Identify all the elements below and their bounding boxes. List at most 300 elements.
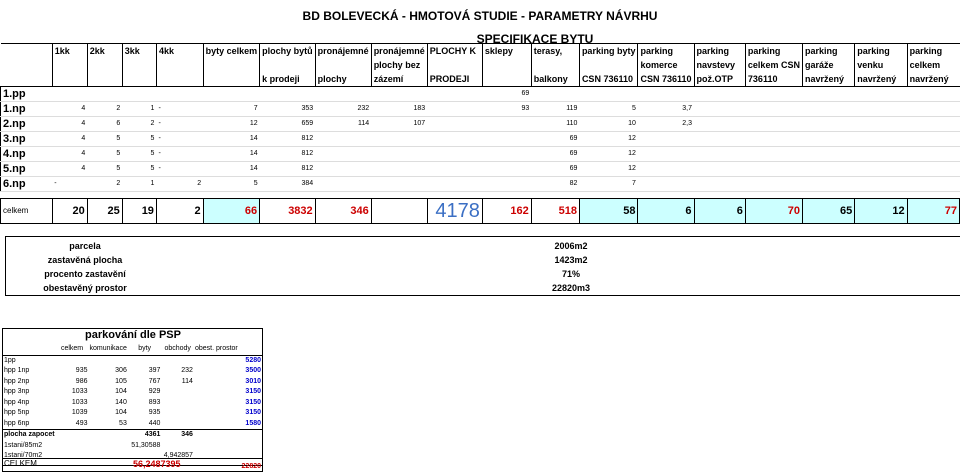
parking-cell [194,430,239,441]
parking-cell [161,441,194,452]
table-cell: - [156,102,203,117]
column-header: parking [745,44,802,59]
summary-row [6,283,960,297]
column-header: parking [638,44,694,59]
total-cell: 346 [315,199,371,224]
parking-cell [56,441,89,452]
table-cell: 93 [482,102,531,117]
summary-value: 22820m3 [496,283,646,293]
column-header: garáže [802,58,854,72]
column-header [531,58,579,72]
parking-cell: 306 [88,366,127,377]
table-row [1,177,960,192]
column-header [482,72,531,87]
total-cell: 66 [203,199,260,224]
table-cell [745,132,802,147]
table-cell [907,87,959,102]
parking-cell: 493 [56,419,89,430]
parking-total [2,458,263,472]
table-cell [907,102,959,117]
table-cell: 812 [260,147,316,162]
floor-label: 6.np [1,177,53,192]
page-title: BD BOLEVECKÁ - HMOTOVÁ STUDIE - PARAMETRY NÁVRHU [0,9,960,23]
parking-cell: 114 [161,377,194,388]
table-cell: 69 [531,162,579,177]
parking-row [3,355,262,366]
parking-cell: hpp 2np [3,377,56,388]
table-cell [745,177,802,192]
table-cell: 69 [531,147,579,162]
table-cell [694,87,745,102]
parking-cell: 4,942857 [161,451,194,462]
table-cell [745,147,802,162]
table-cell [855,117,907,132]
parking-cell: 1stani/85m2 [3,441,56,452]
table-cell: 4 [52,132,87,147]
table-cell [745,87,802,102]
column-header: terasy, [531,44,579,59]
parking-total-label: CELKEM [4,459,37,468]
table-cell [745,162,802,177]
parking-cell: 53 [88,419,127,430]
table-cell [579,87,638,102]
summary-key: parcela [6,241,164,251]
table-cell [52,87,87,102]
table-cell: 12 [579,147,638,162]
table-cell [802,177,854,192]
parking-cell: 397 [128,366,162,377]
parking-header [3,344,56,355]
summary-row [6,255,960,269]
column-header [122,58,156,72]
column-header: parking byty [579,44,638,59]
table-cell [371,162,427,177]
table-cell [87,87,122,102]
parking-cell: 22820 [239,462,262,472]
table-cell: 812 [260,132,316,147]
table-cell [122,87,156,102]
table-cell: 12 [579,162,638,177]
table-cell: 2,3 [638,117,694,132]
column-header: navržený [907,72,959,87]
parking-cell: 104 [88,408,127,419]
parking-header [239,344,262,355]
parking-header: komunikace [88,344,127,355]
table-cell [427,102,482,117]
table-cell: 114 [315,117,371,132]
column-header: plochy bytů [260,44,316,59]
table-cell [427,87,482,102]
column-header: parking [802,44,854,59]
table-cell [694,162,745,177]
table-cell [694,102,745,117]
parking-cell: 1580 [239,419,262,430]
column-header: CSN 736110 [638,72,694,87]
table-cell: - [156,132,203,147]
table-cell [802,102,854,117]
table-cell [315,87,371,102]
table-cell: 4 [52,117,87,132]
parking-row [3,430,262,441]
parking-cell: 51,30588 [128,441,162,452]
table-cell: 5 [579,102,638,117]
parking-row [3,441,262,452]
parking-cell: 986 [56,377,89,388]
column-header [579,58,638,72]
parking-cell: hpp 4np [3,398,56,409]
total-cell [371,199,427,224]
table-cell [427,162,482,177]
column-header: 2kk [87,44,122,59]
table-cell [802,132,854,147]
parking-row [3,377,262,388]
column-header [427,58,482,72]
parking-cell [128,355,162,366]
parking-cell [56,430,89,441]
table-cell: 6 [87,117,122,132]
column-header: PLOCHY K [427,44,482,59]
column-header: PRODEJI [427,72,482,87]
summary-value: 1423m2 [496,255,646,265]
parking-cell [161,387,194,398]
column-header: navržený [802,72,854,87]
table-cell [315,177,371,192]
total-row [1,199,960,224]
table-cell: 14 [203,132,260,147]
parking-cell [194,398,239,409]
total-cell: 162 [482,199,531,224]
parking-cell: 1033 [56,387,89,398]
total-cell: 2 [156,199,203,224]
table-cell [907,132,959,147]
total-cell: 20 [52,199,87,224]
table-cell [745,117,802,132]
table-row [1,147,960,162]
parking-cell [88,441,127,452]
table-cell [156,87,203,102]
table-cell: 7 [203,102,260,117]
table-cell [694,132,745,147]
parking-cell [161,355,194,366]
parking-cell: 3150 [239,398,262,409]
column-header [260,58,316,72]
table-cell [260,87,316,102]
column-header: celkem [907,58,959,72]
total-cell: 25 [87,199,122,224]
column-header: pož.OTP [694,72,745,87]
table-cell [694,177,745,192]
parking-cell [239,441,262,452]
column-header [482,58,531,72]
column-header: balkony [531,72,579,87]
parking-cell [161,408,194,419]
table-cell: - [156,117,203,132]
parking-cell: 232 [161,366,194,377]
table-cell: - [156,147,203,162]
table-cell: 812 [260,162,316,177]
total-cell: 6 [694,199,745,224]
parking-row [3,387,262,398]
parking-row [3,398,262,409]
parking-cell: 4361 [128,430,162,441]
column-header: celkem CSN [745,58,802,72]
table-cell [371,87,427,102]
table-cell: 2 [87,102,122,117]
table-cell: 14 [203,162,260,177]
table-cell: - [156,162,203,177]
table-cell: 5 [122,147,156,162]
table-row [1,102,960,117]
table-cell [482,132,531,147]
column-header: navstevy [694,58,745,72]
parking-cell [194,377,239,388]
parking-row [3,408,262,419]
parking-cell [88,430,127,441]
parking-cell: hpp 5np [3,408,56,419]
column-header: parking [855,44,907,59]
parking-cell [194,387,239,398]
column-header: CSN 736110 [579,72,638,87]
parking-cell: 1039 [56,408,89,419]
column-header: komerce [638,58,694,72]
parking-cell [194,408,239,419]
parking-cell: 935 [56,366,89,377]
table-cell [482,177,531,192]
total-cell: 12 [855,199,907,224]
parking-row [3,366,262,377]
table-cell [427,147,482,162]
column-header [87,72,122,87]
table-cell: 5 [122,132,156,147]
parking-cell: 893 [128,398,162,409]
parking-cell [56,355,89,366]
table-cell: 353 [260,102,316,117]
table-cell: 7 [579,177,638,192]
table-cell [745,102,802,117]
parking-cell: 140 [88,398,127,409]
table-cell [907,162,959,177]
parking-total-value: 56,2487395 [133,459,181,469]
table-cell [482,147,531,162]
table-cell [802,87,854,102]
table-cell [855,132,907,147]
floor-label: 2.np [1,117,53,132]
parking-header: celkem [56,344,89,355]
total-cell: 70 [745,199,802,224]
table-cell: 4 [52,102,87,117]
specification-table [0,43,960,224]
column-header: 736110 [745,72,802,87]
parking-cell [161,419,194,430]
floor-label: 3.np [1,132,53,147]
table-cell: 10 [579,117,638,132]
table-cell: 82 [531,177,579,192]
column-header: pronájemné [371,44,427,59]
column-header [156,58,203,72]
column-header: navržený [855,72,907,87]
summary-key: zastavěná plocha [6,255,164,265]
table-cell [427,177,482,192]
table-row [1,87,960,102]
parking-cell: 935 [128,408,162,419]
table-cell [371,177,427,192]
total-cell: 518 [531,199,579,224]
parking-cell: 1stani/70m2 [3,451,56,462]
total-label: celkem [1,199,53,224]
column-header: 3kk [122,44,156,59]
table-cell [855,147,907,162]
table-cell: - [52,177,87,192]
parking-cell [194,366,239,377]
column-header [52,72,87,87]
table-cell [203,87,260,102]
column-header: byty celkem [203,44,260,59]
table-cell: 4 [52,147,87,162]
table-cell [427,132,482,147]
table-cell: 2 [156,177,203,192]
table-cell [638,147,694,162]
table-cell: 12 [203,117,260,132]
column-header [122,72,156,87]
table-cell: 69 [482,87,531,102]
column-header: 4kk [156,44,203,59]
table-cell [907,147,959,162]
table-cell [855,177,907,192]
parking-title: parkování dle PSP [73,329,193,341]
table-cell: 659 [260,117,316,132]
table-cell [371,132,427,147]
table-cell [531,87,579,102]
parking-box [2,328,263,466]
table-cell: 384 [260,177,316,192]
total-cell: 6 [638,199,694,224]
total-cell: 4178 [427,199,482,224]
total-cell: 58 [579,199,638,224]
table-cell: 5 [87,132,122,147]
parking-cell: hpp 1np [3,366,56,377]
parking-cell: 346 [161,430,194,441]
summary-box [5,236,960,296]
table-cell: 2 [87,177,122,192]
table-cell [907,177,959,192]
table-cell: 110 [531,117,579,132]
parking-cell: 3010 [239,377,262,388]
table-cell: 5 [87,147,122,162]
table-cell: 12 [579,132,638,147]
table-cell [371,147,427,162]
parking-header: byty [128,344,162,355]
column-header: parking [907,44,959,59]
table-cell: 232 [315,102,371,117]
parking-cell [194,441,239,452]
summary-value: 2006m2 [496,241,646,251]
column-header [203,72,260,87]
table-cell [638,162,694,177]
table-cell [315,147,371,162]
table-cell: 183 [371,102,427,117]
column-header: sklepy [482,44,531,59]
column-header: k prodeji [260,72,316,87]
floor-label: 5.np [1,162,53,177]
total-cell: 3832 [260,199,316,224]
table-cell [802,117,854,132]
column-header [315,58,371,72]
floor-label: 1.pp [1,87,53,102]
table-cell: 107 [371,117,427,132]
table-cell: 5 [122,162,156,177]
table-cell [315,132,371,147]
table-cell [482,162,531,177]
table-cell: 5 [87,162,122,177]
column-header: 1kk [52,44,87,59]
summary-value: 71% [496,269,646,279]
table-cell [802,147,854,162]
parking-cell: 1pp [3,355,56,366]
table-cell [638,177,694,192]
parking-cell: 767 [128,377,162,388]
parking-cell: plocha zapocet [3,430,56,441]
total-cell: 65 [802,199,854,224]
summary-row [6,269,960,283]
table-cell: 5 [203,177,260,192]
table-cell [315,162,371,177]
floor-label: 4.np [1,147,53,162]
parking-cell [88,355,127,366]
parking-cell: 104 [88,387,127,398]
table-cell [482,117,531,132]
table-cell [638,87,694,102]
section-title: SPECIFIKACE BYTU [370,32,700,46]
column-header [52,58,87,72]
parking-row [3,419,262,430]
table-cell [907,117,959,132]
column-header [203,58,260,72]
column-header: plochy bez [371,58,427,72]
total-cell: 19 [122,199,156,224]
floor-label: 1.np [1,102,53,117]
summary-key: obestavěný prostor [6,283,164,293]
table-cell [694,117,745,132]
table-cell [427,117,482,132]
parking-cell: 3500 [239,366,262,377]
column-header [87,58,122,72]
table-cell: 1 [122,177,156,192]
parking-cell: 5280 [239,355,262,366]
table-cell: 1 [122,102,156,117]
column-header: plochy [315,72,371,87]
summary-key: procento zastavění [6,269,164,279]
column-header: zázemí [371,72,427,87]
parking-cell: hpp 6np [3,419,56,430]
parking-header: obest. prostor [194,344,239,355]
table-cell: 69 [531,132,579,147]
parking-cell: 3150 [239,387,262,398]
column-header: pronájemné [315,44,371,59]
parking-cell [194,419,239,430]
table-cell [855,102,907,117]
parking-cell: 105 [88,377,127,388]
parking-cell: 929 [128,387,162,398]
parking-cell: 3150 [239,408,262,419]
table-cell: 2 [122,117,156,132]
table-row [1,162,960,177]
table-cell: 3,7 [638,102,694,117]
parking-cell [161,398,194,409]
column-header: parking [694,44,745,59]
parking-header: obchody [161,344,194,355]
parking-cell [194,355,239,366]
parking-cell: hpp 3np [3,387,56,398]
